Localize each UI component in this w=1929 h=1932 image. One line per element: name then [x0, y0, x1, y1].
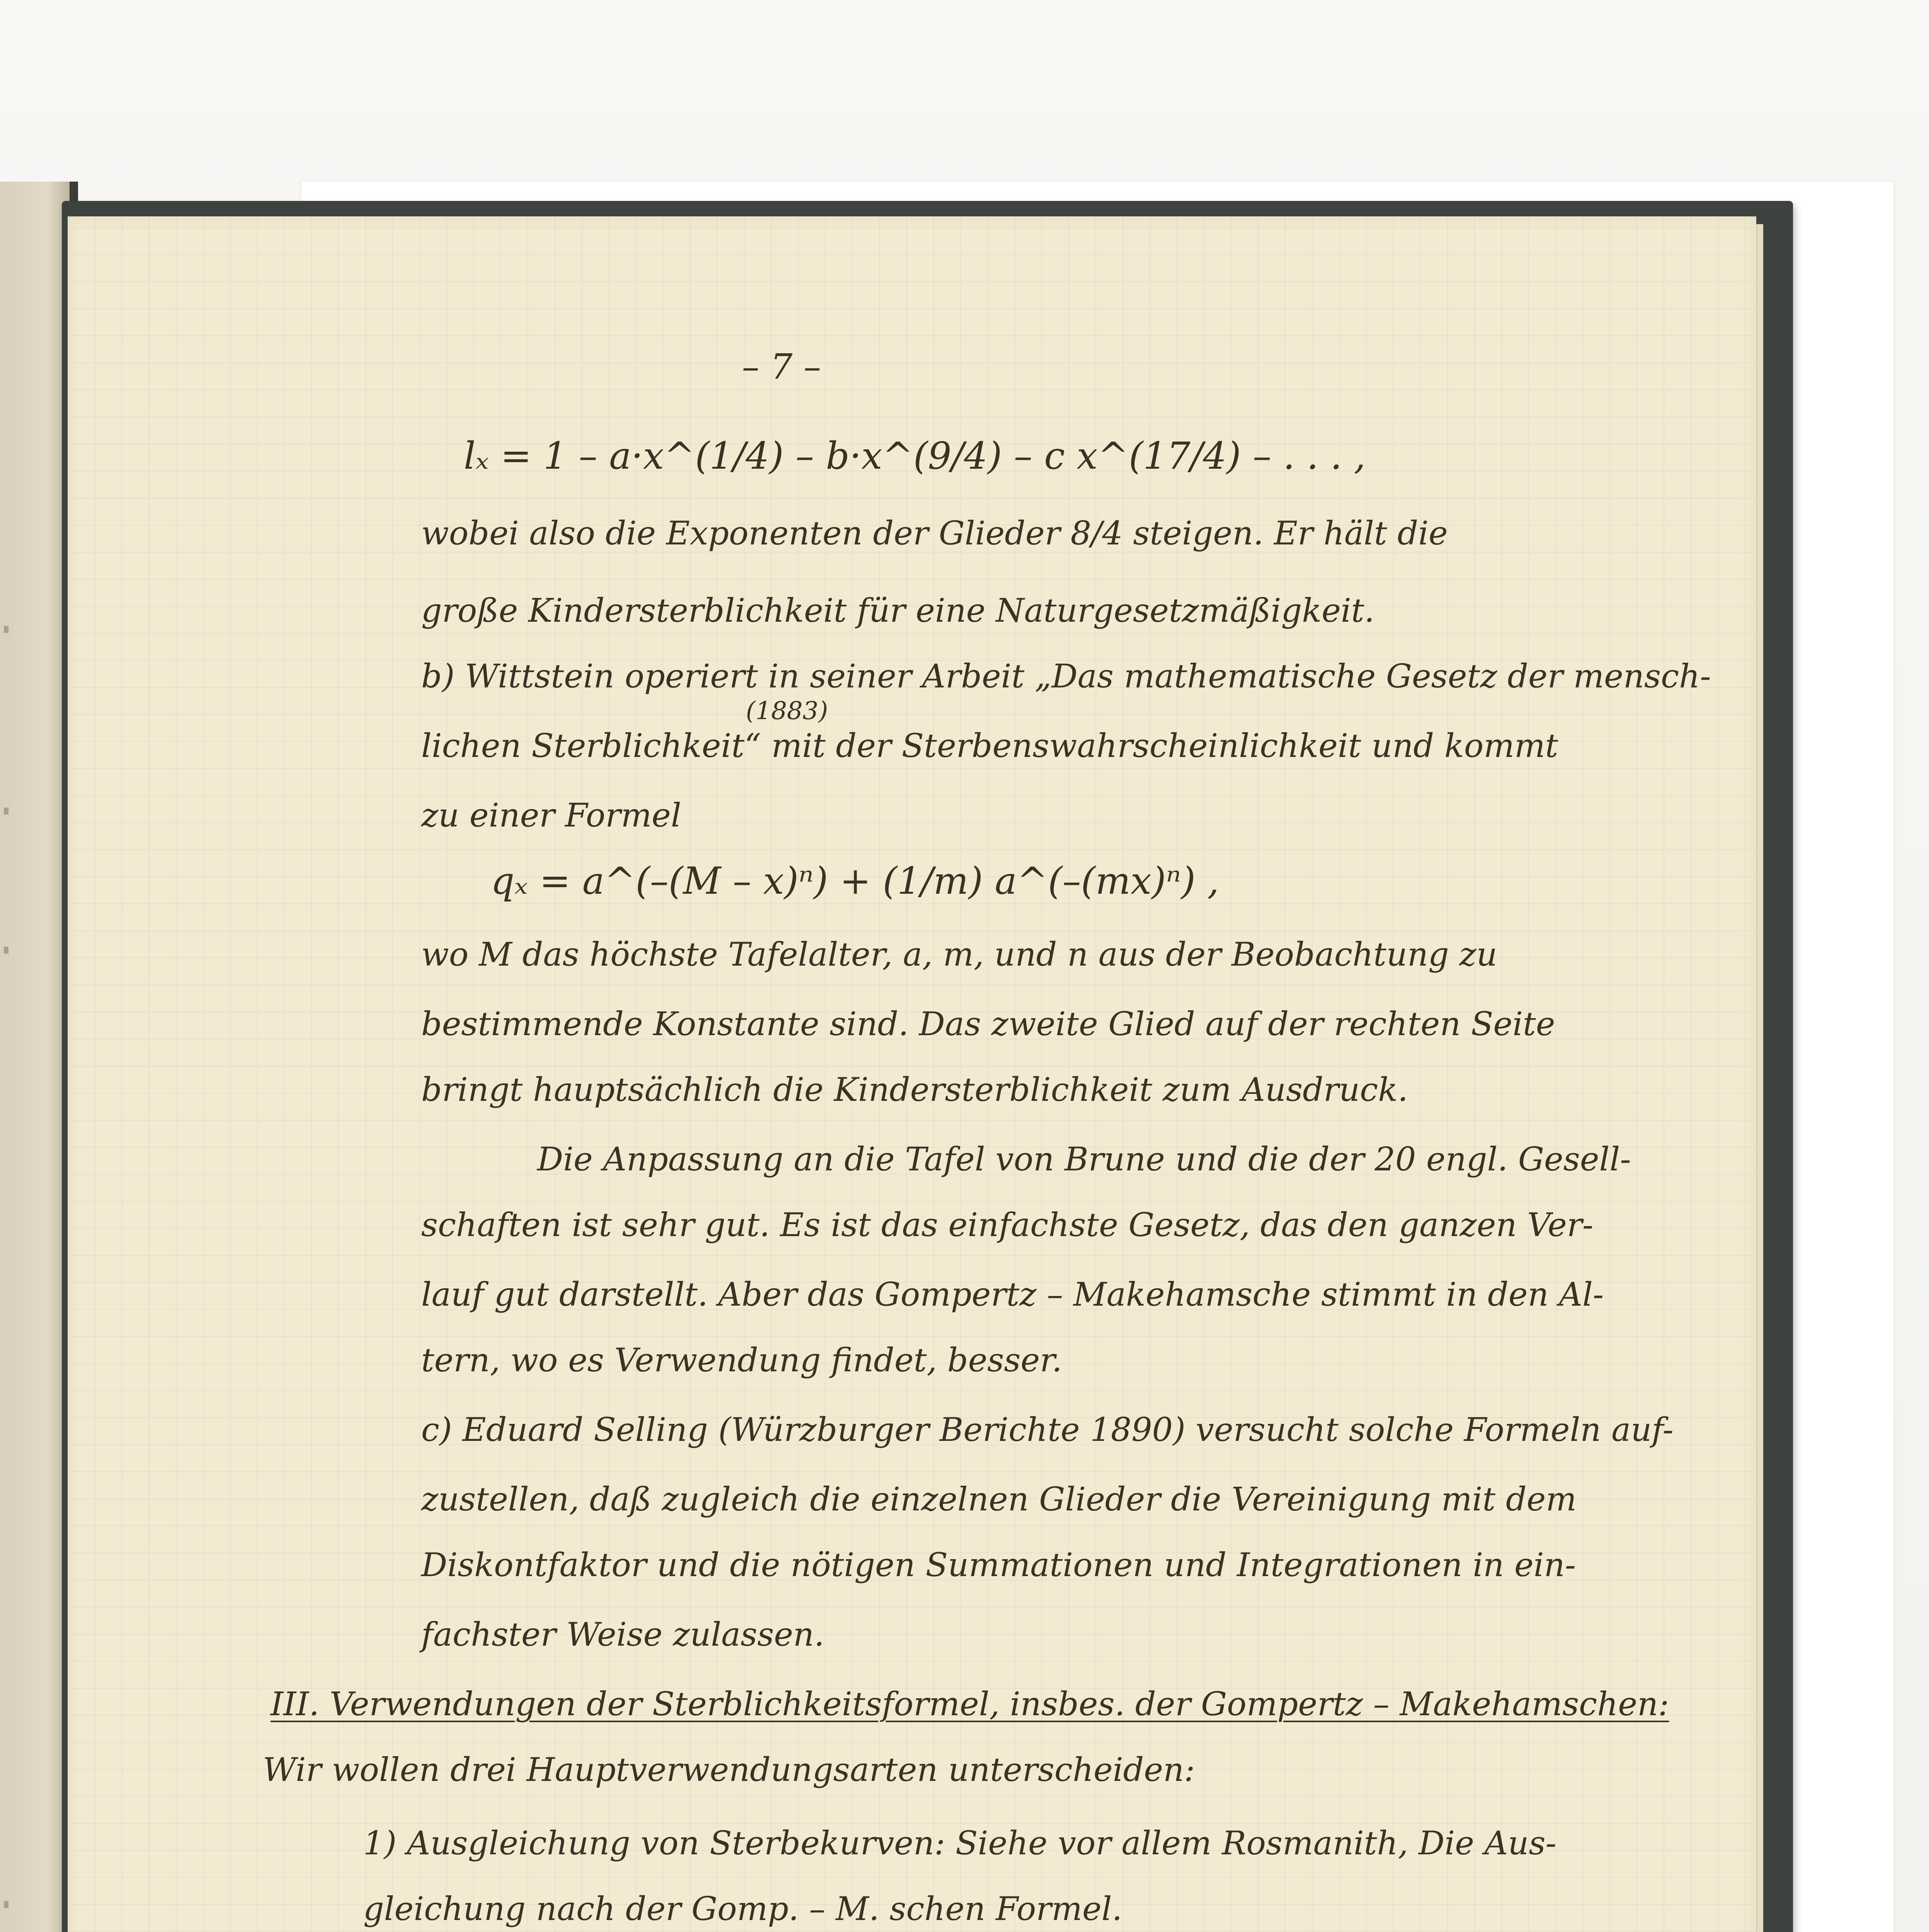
- text-line: gleichung nach der Gomp. – M. schen Formel.: [363, 1890, 1123, 1928]
- text-line: lauf gut darstellt. Aber das Gompertz – Makehamsche stimmt in den Al-: [421, 1276, 1604, 1313]
- year-annotation: (1883): [746, 697, 828, 725]
- text-line: lichen Sterblichkeit“ mit der Sterbenswahrscheinlichkeit und kommt: [421, 727, 1558, 765]
- list-item: 1) Ausgleichung von Sterbekurven: Siehe vor allem Rosmanith, Die Aus-: [363, 1824, 1556, 1862]
- facing-page-mark: [4, 808, 9, 815]
- text-line: c) Eduard Selling (Würzburger Berichte 1890) versucht solche Formeln auf-: [421, 1411, 1674, 1449]
- text-line: bestimmende Konstante sind. Das zweite Glied auf der rechten Seite: [421, 1005, 1555, 1043]
- facing-page-mark: [4, 626, 9, 633]
- text-line: große Kindersterblichkeit für eine Naturgesetzmäßigkeit.: [421, 592, 1375, 629]
- text-line: tern, wo es Verwendung findet, besser.: [421, 1341, 1062, 1379]
- facing-page-mark: [4, 947, 9, 954]
- text-line: wo M das höchste Tafelalter, a, m, und n aus der Beobachtung zu: [421, 935, 1497, 973]
- text-line: zustellen, daß zugleich die einzelnen Glieder die Vereinigung mit dem: [421, 1480, 1577, 1518]
- text-line: Die Anpassung an die Tafel von Brune und die der 20 engl. Gesell-: [537, 1140, 1631, 1178]
- text-line: bringt hauptsächlich die Kindersterblichkeit zum Ausdruck.: [421, 1071, 1408, 1109]
- formula-lx: lₓ = 1 – a·x^(1/4) – b·x^(9/4) – c x^(17/4) – . . . ,: [464, 434, 1366, 478]
- text-line: Wir wollen drei Hauptverwendungsarten unterscheiden:: [263, 1751, 1195, 1789]
- text-line: zu einer Formel: [421, 796, 681, 834]
- page-edge: [1756, 224, 1763, 1932]
- formula-qx: qₓ = a^(–(M – x)ⁿ) + (1/m) a^(–(mx)ⁿ) ,: [491, 859, 1219, 903]
- facing-page-mark: [4, 1901, 9, 1908]
- section-heading: III. Verwendungen der Sterblichkeitsformel, insbes. der Gompertz – Makehamschen:: [270, 1685, 1669, 1723]
- text-line: schaften ist sehr gut. Es ist das einfachste Gesetz, das den ganzen Ver-: [421, 1206, 1594, 1244]
- text-line: fachster Weise zulassen.: [421, 1616, 825, 1653]
- text-line: Diskontfaktor und die nötigen Summationen und Integrationen in ein-: [421, 1546, 1576, 1584]
- page-number: – 7 –: [742, 347, 821, 387]
- text-line: b) Wittstein operiert in seiner Arbeit „Das mathematische Gesetz der mensch-: [421, 657, 1711, 695]
- text-line: wobei also die Exponenten der Glieder 8/4 steigen. Er hält die: [421, 514, 1448, 552]
